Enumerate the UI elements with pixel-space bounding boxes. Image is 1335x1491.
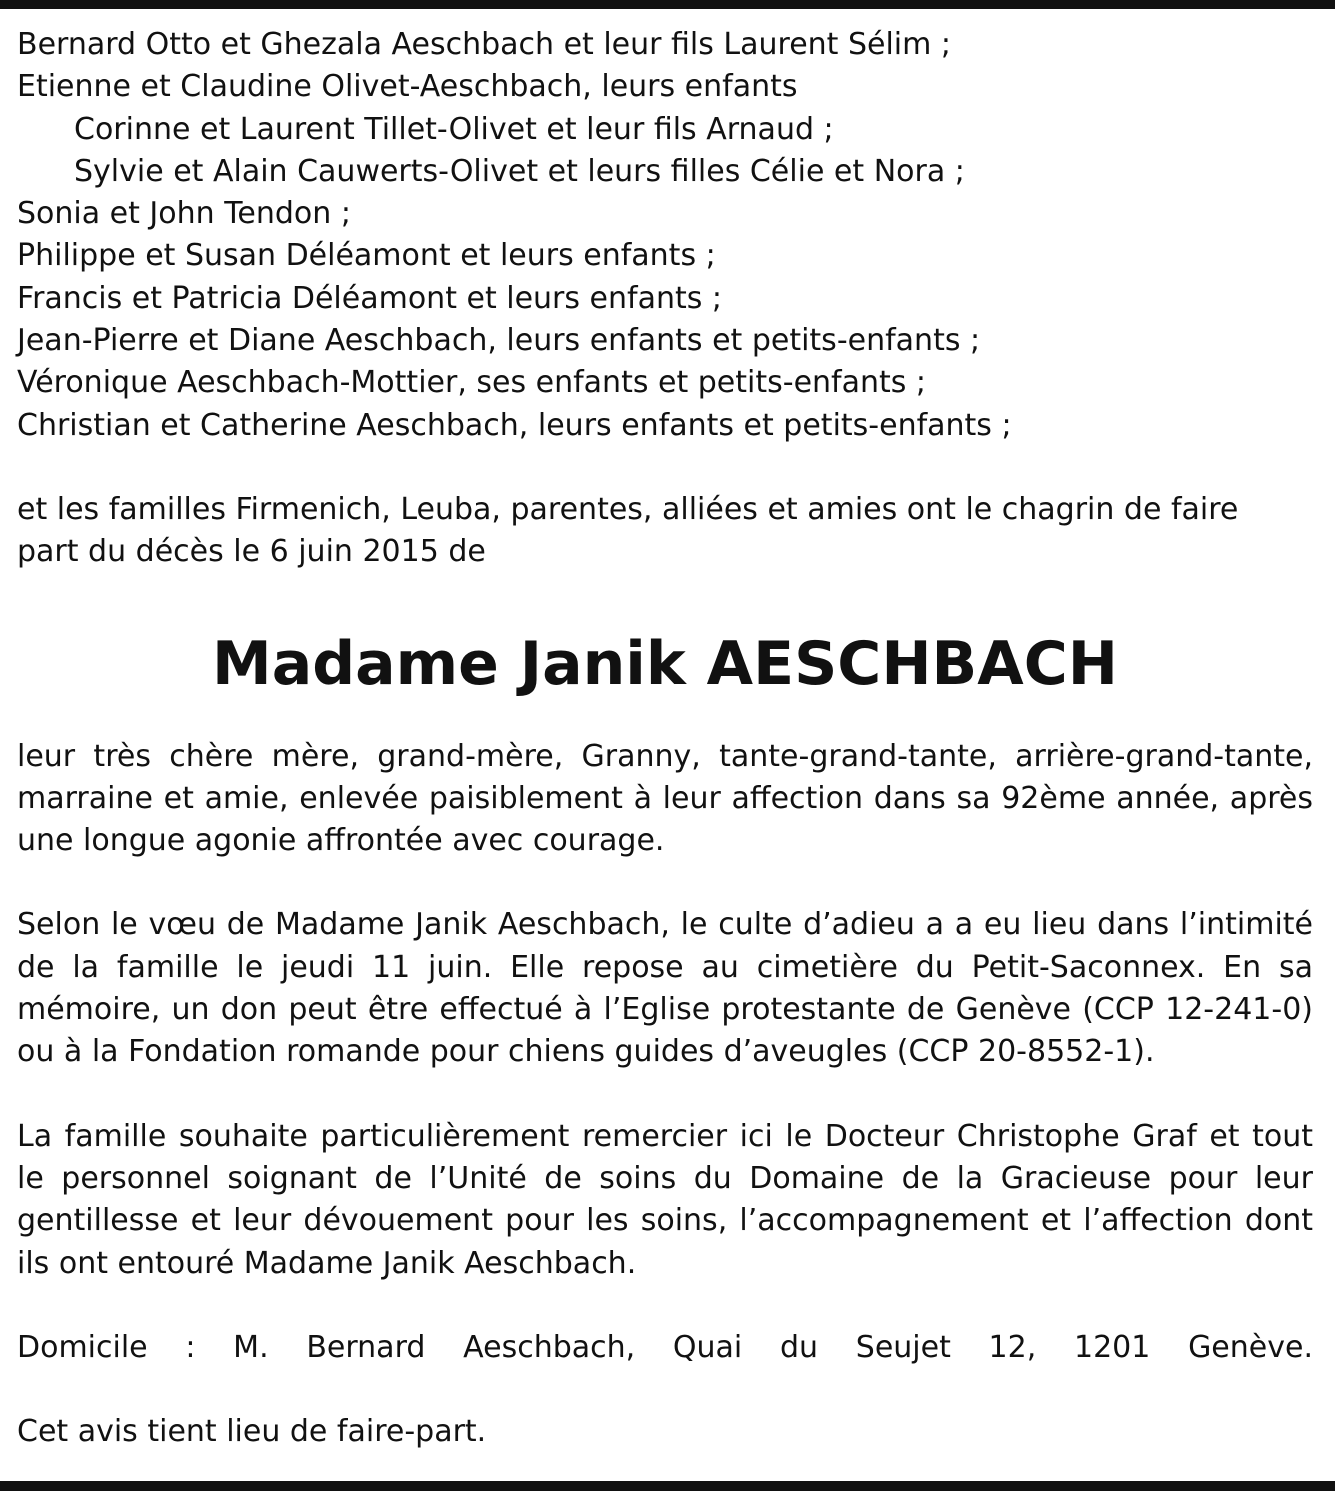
thanks-paragraph: La famille souhaite particulièrement remercier ici le Docteur Christophe Graf et tout le personnel soignant de l’Unité de soins du Domaine de la Gracieuse pour leur gentillesse et leur dévouement pour les soins, l’accompagnement et l’affection dont ils ont entouré Madame Janik Aeschbach.	[17, 1118, 1313, 1281]
tribute-paragraph: leur très chère mère, grand-mère, Granny, tante-grand-tante, arrière-grand-tante, marraine et amie, enlevée paisiblement à leur affection dans sa 92ème année, après une longue agonie affrontée avec courage.	[17, 738, 1313, 859]
spacer	[17, 574, 1313, 624]
spacer	[17, 447, 1313, 489]
family-line: Francis et Patricia Déléamont et leurs enfants ;	[17, 280, 723, 316]
family-line: Bernard Otto et Ghezala Aeschbach et leur fils Laurent Sélim ;	[17, 27, 951, 62]
family-line: Philippe et Susan Déléamont et leurs enfants ;	[17, 238, 716, 274]
top-rule	[0, 0, 1335, 9]
obituary-notice	[17, 24, 1313, 1453]
spacer	[17, 862, 1313, 904]
family-line: Sonia et John Tendon ;	[17, 196, 351, 232]
domicile-line: Domicile : M. Bernard Aeschbach, Quai du Seujet 12, 1201 Genève.	[17, 1329, 1313, 1365]
family-line: Sylvie et Alain Cauwerts-Olivet et leurs filles Célie et Nora ;	[74, 153, 965, 189]
bottom-rule	[0, 1481, 1335, 1491]
family-line: Jean-Pierre et Diane Aeschbach, leurs enfants et petits-enfants ;	[17, 323, 981, 359]
deceased-name: Madame Janik AESCHBACH	[212, 628, 1118, 699]
family-line: Etienne et Claudine Olivet-Aeschbach, leurs enfants	[17, 69, 798, 105]
spacer	[17, 704, 1313, 736]
spacer	[17, 1074, 1313, 1116]
closing-note: Cet avis tient lieu de faire-part.	[17, 1414, 487, 1450]
family-line: Véronique Aeschbach-Mottier, ses enfants et petits-enfants ;	[17, 365, 927, 401]
family-line: Christian et Catherine Aeschbach, leurs enfants et petits-enfants ;	[17, 407, 1012, 443]
spacer	[17, 1285, 1313, 1327]
family-list	[17, 24, 1313, 447]
family-line: Corinne et Laurent Tillet-Olivet et leur fils Arnaud ;	[74, 111, 834, 147]
ceremony-paragraph: Selon le vœu de Madame Janik Aeschbach, le culte d’adieu a a eu lieu dans l’intimité de la famille le jeudi 11 juin. Elle repose au cimetière du Petit-Saconnex. En sa mémoire, un don peut être effectué à l’Eglise protestante de Genève (CCP 12-241-0) ou à la Fondation romande pour chiens guides d’aveugles (CCP 20-8552-1).	[17, 907, 1313, 1070]
spacer	[17, 1369, 1313, 1411]
announcement-intro: et les familles Firmenich, Leuba, parentes, alliées et amies ont le chagrin de faire part du décès le 6 juin 2015 de	[17, 491, 1239, 570]
